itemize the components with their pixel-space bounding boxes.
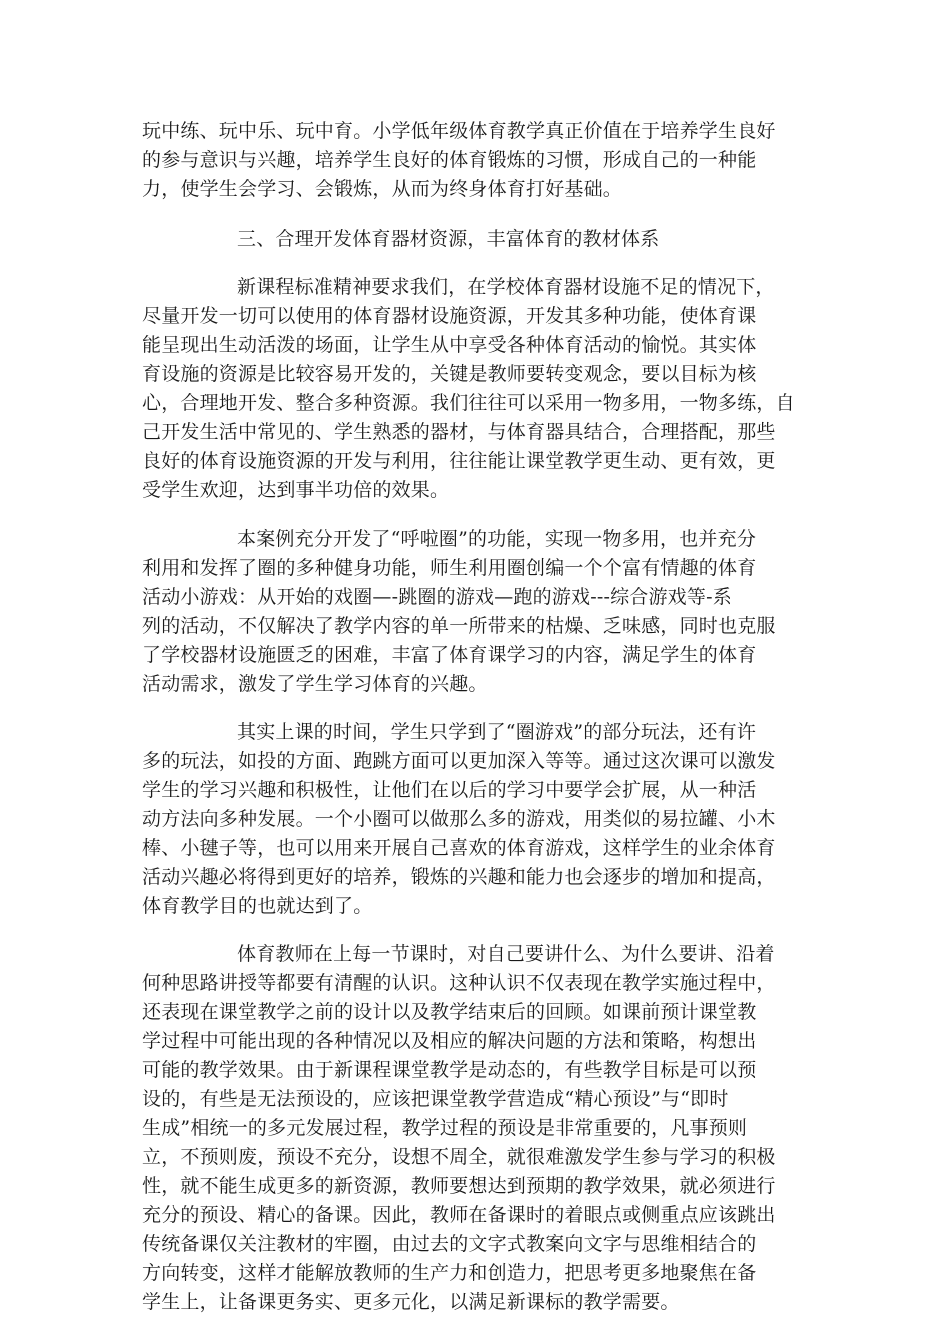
text-line: 学生上，让备课更务实、更多元化，以满足新课标的教学需要。 xyxy=(142,1291,680,1313)
text-line: 多的玩法，如投的方面、跑跳方面可以更加深入等等。通过这次课可以激发 xyxy=(142,750,776,772)
text-line: 利用和发挥了圈的多种健身功能，师生利用圈创编一个个富有情趣的体育 xyxy=(142,557,757,579)
text-line: 学过程中可能出现的各种情况以及相应的解决问题的方法和策略，构想出 xyxy=(142,1030,757,1052)
text-line: 动方法向多种发展。一个小圈可以做那么多的游戏，用类似的易拉罐、小木 xyxy=(142,808,776,830)
text-line: 还表现在课堂教学之前的设计以及教学结束后的回顾。如课前预计课堂教 xyxy=(142,1001,757,1023)
text-line: 何种思路讲授等都要有清醒的认识。这种认识不仅表现在教学实施过程中， xyxy=(142,972,776,994)
text-line: 了学校器材设施匮乏的困难，丰富了体育课学习的内容，满足学生的体育 xyxy=(142,644,757,666)
text-line: 新课程标准精神要求我们，在学校体育器材设施不足的情况下， xyxy=(237,276,775,298)
text-line: 生成”相统一的多元发展过程，教学过程的预设是非常重要的，凡事预则 xyxy=(142,1117,748,1139)
text-line: 力，使学生会学习、会锻炼，从而为终身体育打好基础。 xyxy=(142,178,623,200)
text-line: 棒、小毽子等，也可以用来开展自己喜欢的体育游戏，这样学生的业余体育 xyxy=(142,837,776,859)
section-heading: 三、合理开发体育器材资源，丰富体育的教材体系 xyxy=(237,228,660,250)
text-line: 能呈现出生动活泼的场面，让学生从中享受各种体育活动的愉悦。其实体 xyxy=(142,334,757,356)
text-line: 设的，有些是无法预设的，应该把课堂教学营造成“精心预设”与“即时 xyxy=(142,1088,729,1110)
text-line: 活动兴趣必将得到更好的培养，锻炼的兴趣和能力也会逐步的增加和提高， xyxy=(142,866,776,888)
text-line: 玩中练、玩中乐、玩中育。小学低年级体育教学真正价值在于培养学生良好 xyxy=(142,120,776,142)
text-line: 本案例充分开发了“呼啦圈”的功能，实现一物多用，也并充分 xyxy=(237,528,757,550)
text-line: 传统备课仅关注教材的牢圈，由过去的文字式教案向文字与思维相结合的 xyxy=(142,1233,757,1255)
text-line: 的参与意识与兴趣，培养学生良好的体育锻炼的习惯，形成自己的一种能 xyxy=(142,149,757,171)
text-line: 列的活动，不仅解决了教学内容的单一所带来的枯燥、乏味感，同时也克服 xyxy=(142,615,776,637)
text-line: 可能的教学效果。由于新课程课堂教学是动态的，有些教学目标是可以预 xyxy=(142,1059,757,1081)
text-line: 活动小游戏：从开始的戏圈—-跳圈的游戏—跑的游戏---综合游戏等-系 xyxy=(142,586,732,608)
text-line: 其实上课的时间，学生只学到了“圈游戏”的部分玩法，还有许 xyxy=(237,721,757,743)
text-line: 性，就不能生成更多的新资源，教师要想达到预期的教学效果，就必须进行 xyxy=(142,1175,776,1197)
text-line: 己开发生活中常见的、学生熟悉的器材，与体育器具结合，合理搭配，那些 xyxy=(142,421,776,443)
text-line: 尽量开发一切可以使用的体育器材设施资源，开发其多种功能，使体育课 xyxy=(142,305,757,327)
text-line: 充分的预设、精心的备课。因此，教师在备课时的着眼点或侧重点应该跳出 xyxy=(142,1204,776,1226)
text-line: 体育教师在上每一节课时，对自己要讲什么、为什么要讲、沿着 xyxy=(237,943,775,965)
text-line: 学生的学习兴趣和积极性，让他们在以后的学习中要学会扩展，从一种活 xyxy=(142,779,757,801)
text-line: 体育教学目的也就达到了。 xyxy=(142,895,373,917)
text-line: 育设施的资源是比较容易开发的，关键是教师要转变观念，要以目标为核 xyxy=(142,363,757,385)
text-line: 活动需求，激发了学生学习体育的兴趣。 xyxy=(142,673,488,695)
text-line: 方向转变，这样才能解放教师的生产力和创造力，把思考更多地聚焦在备 xyxy=(142,1262,757,1284)
text-line: 立，不预则废，预设不充分，设想不周全，就很难激发学生参与学习的积极 xyxy=(142,1146,776,1168)
text-line: 良好的体育设施资源的开发与利用，往往能让课堂教学更生动、更有效，更 xyxy=(142,450,776,472)
text-line: 受学生欢迎，达到事半功倍的效果。 xyxy=(142,479,450,501)
text-line: 心，合理地开发、整合多种资源。我们往往可以采用一物多用，一物多练，自 xyxy=(142,392,795,414)
